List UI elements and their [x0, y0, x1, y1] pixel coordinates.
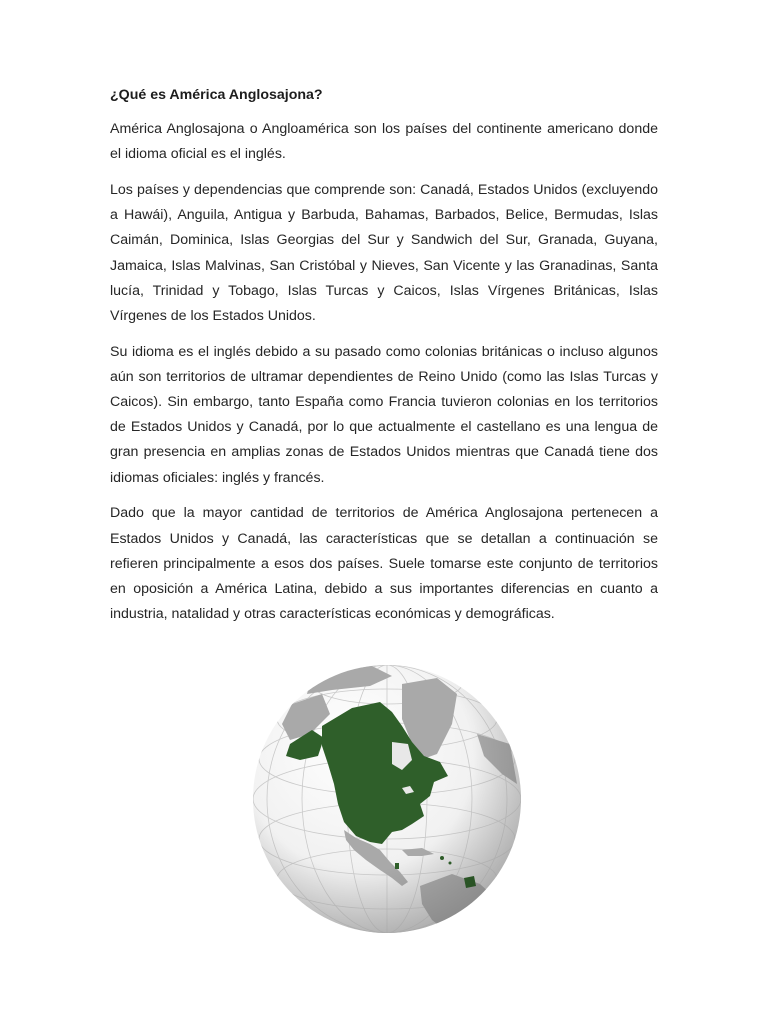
paragraph-3: Su idioma es el inglés debido a su pasado como colonias británicas o incluso algunos aún son territorios de ultramar dependientes de Reino Unido (como las Islas Turcas y Caicos). Sin embargo, tanto España como Francia tuvieron colonias en los territorios de Estados Unidos y Canadá, por lo que actualmente el castellano es una lengua de gran presencia en amplias zonas de Estados Unidos mientras que Canadá tiene dos idiomas oficiales: inglés y francés. [110, 343, 658, 486]
document-body [110, 84, 658, 638]
globe-map-figure [252, 664, 522, 934]
globe-map-icon [252, 664, 522, 934]
paragraph-1: América Anglosajona o Angloamérica son los países del continente americano donde el idioma oficial es el inglés. [110, 121, 658, 163]
document-title: ¿Qué es América Anglosajona? [110, 87, 323, 103]
paragraph-4: Dado que la mayor cantidad de territorios de América Anglosajona pertenecen a Estados Unidos y Canadá, las características que se detallan a continuación se refieren principalmente a esos dos países. Suele tomarse este conjunto de territorios en oposición a América Latina, debido a sus importantes diferencias en cuanto a industria, natalidad y otras características económicas y demográficas. [110, 505, 658, 623]
paragraph-2: Los países y dependencias que comprende son: Canadá, Estados Unidos (excluyendo a Hawái), Anguila, Antigua y Barbuda, Bahamas, Barbados, Belice, Bermudas, Islas Caimán, Dominica, Islas Georgias del Sur y Sandwich del Sur, Granada, Guyana, Jamaica, Islas Malvinas, San Cristóbal y Nieves, San Vicente y las Granadinas, Santa lucía, Trinidad y Tobago, Islas Turcas y Caicos, Islas Vírgenes Británicas, Islas Vírgenes de los Estados Unidos. [110, 181, 658, 324]
